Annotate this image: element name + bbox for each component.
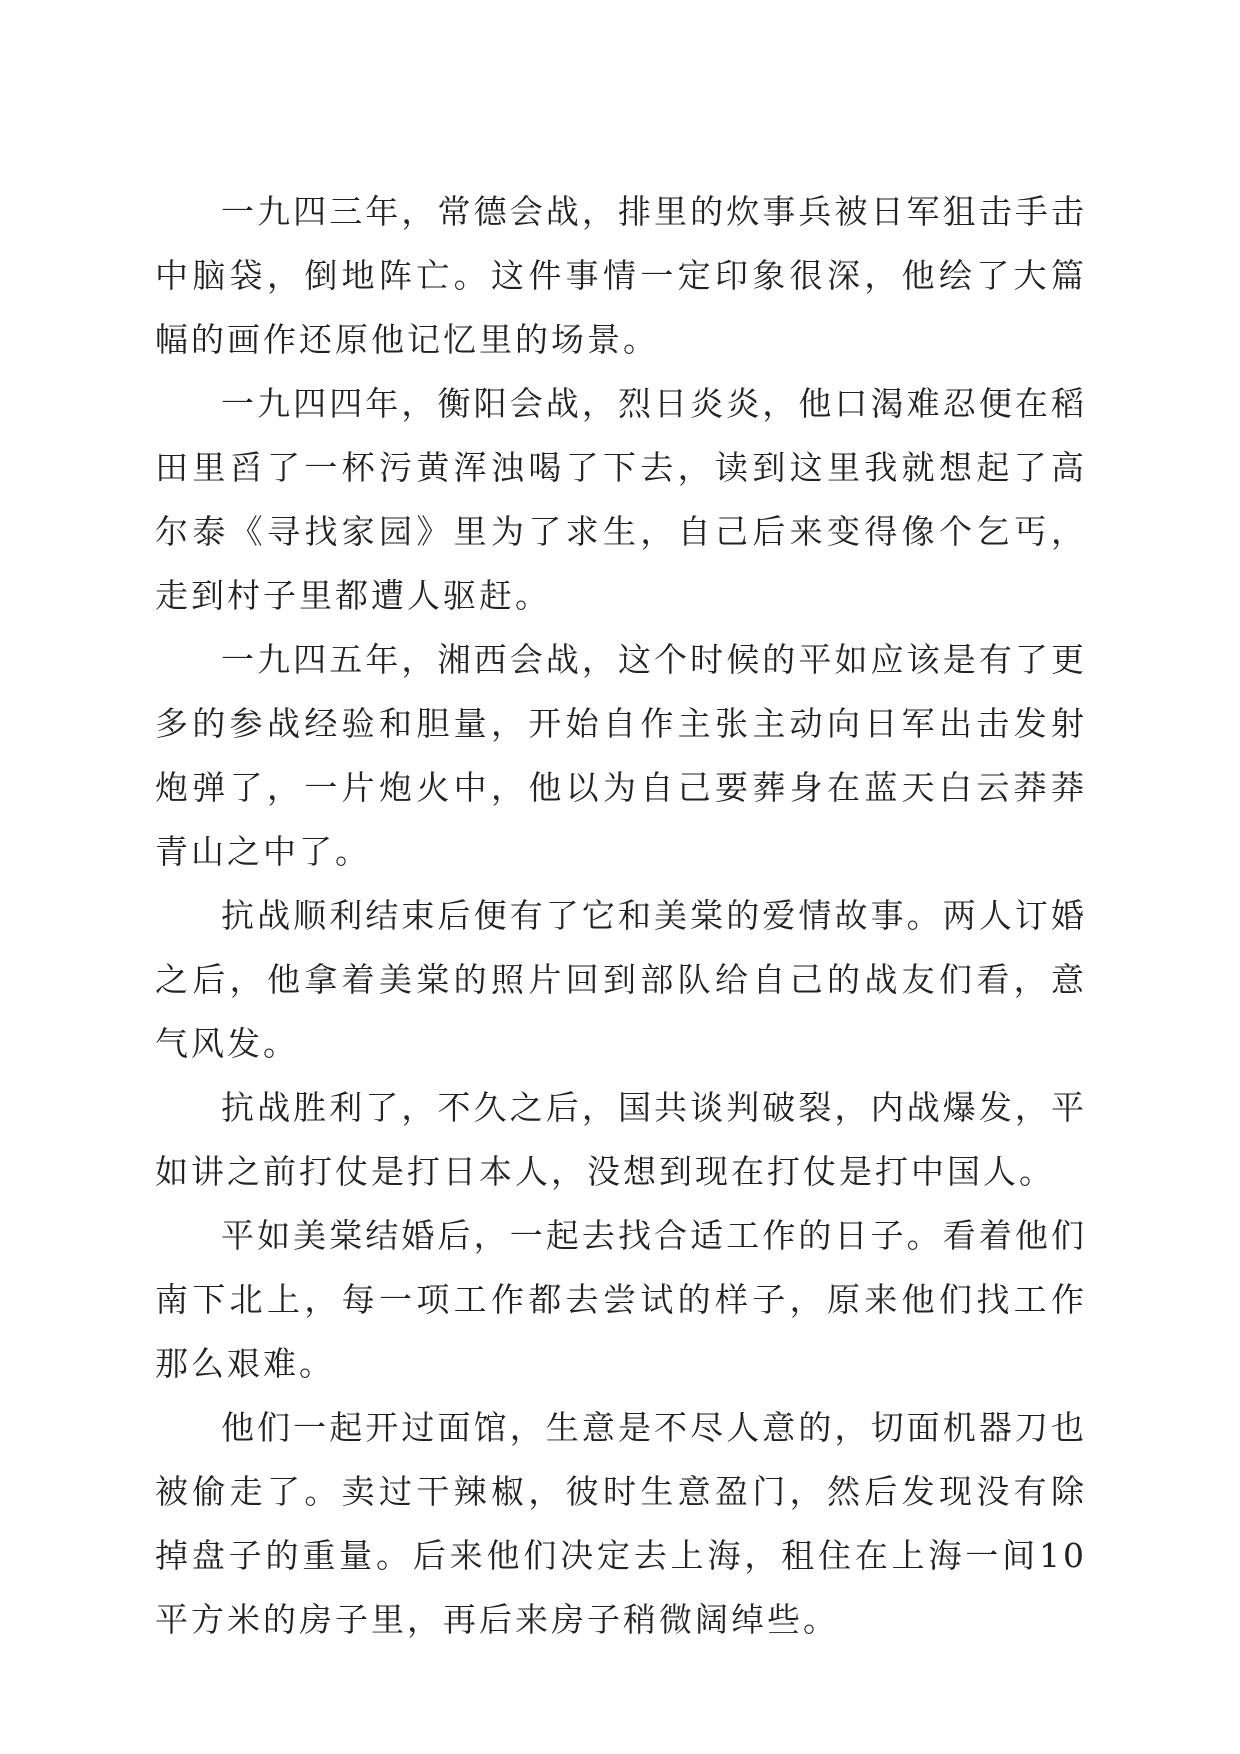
paragraph-1943-changde: 一九四三年，常德会战，排里的炊事兵被日军狙击手击中脑袋，倒地阵亡。这件事情一定印象很深，他绘了大篇幅的画作还原他记忆里的场景。 [155,192,1087,359]
paragraph-business-shanghai: 他们一起开过面馆，生意是不尽人意的，切面机器刀也被偷走了。卖过干辣椒，彼时生意盈门，然后发现没有除掉盘子的重量。后来他们决定去上海，租住在上海一间10平方米的房子里，再后来房子稍微阔绰些。 [155,1408,1087,1639]
document-body [155,180,1087,1652]
paragraph-civil-war: 抗战胜利了，不久之后，国共谈判破裂，内战爆发，平如讲之前打仗是打日本人，没想到现在打仗是打中国人。 [155,1088,1087,1191]
paragraph-1945-xiangxi: 一九四五年，湘西会战，这个时候的平如应该是有了更多的参战经验和胆量，开始自作主张主动向日军出击发射炮弹了，一片炮火中，他以为自己要葬身在蓝天白云莽莽青山之中了。 [155,640,1087,871]
paragraph-engagement: 抗战顺利结束后便有了它和美棠的爱情故事。两人订婚之后，他拿着美棠的照片回到部队给自己的战友们看，意气风发。 [155,896,1087,1063]
paragraph-job-search: 平如美棠结婚后，一起去找合适工作的日子。看着他们南下北上，每一项工作都去尝试的样子，原来他们找工作那么艰难。 [155,1216,1087,1383]
paragraph-1944-hengyang: 一九四四年，衡阳会战，烈日炎炎，他口渴难忍便在稻田里舀了一杯污黄浑浊喝了下去，读到这里我就想起了高尔泰《寻找家园》里为了求生，自己后来变得像个乞丐，走到村子里都遭人驱赶。 [155,384,1087,615]
